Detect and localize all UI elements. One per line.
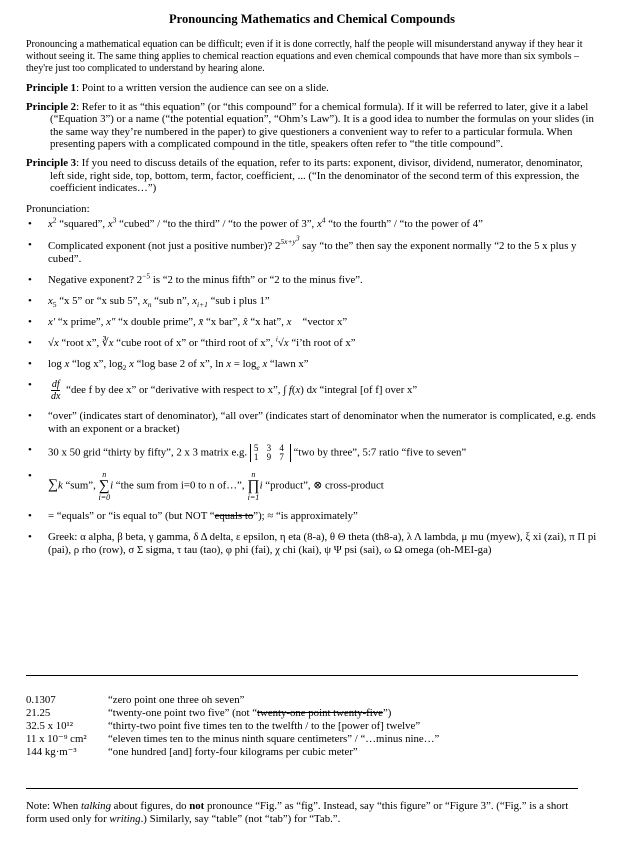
- list-item-greek: • Greek: α alpha, β beta, γ gamma, δ Δ delta, ε epsilon, η eta (8-a), θ Θ theta (th8-a), λ Λ lambda, μ mu (myew), ξ xi (zai), π Π pi (pai), ρ rho (row), σ Σ sigma, τ tau (tao), φ phi (fai), χ chi (kai), ψ Ψ psi (sai), ω Ω omega (oh-MEI-ga): [26, 531, 598, 557]
- pronunciation-heading: Pronunciation:: [26, 202, 90, 215]
- list-item-powers: • $x^2$ “squared”, $x^3$ “cubed” / “to the third” / “to the power of 3”, $x^4$ “to the fourth” / “to the power of 4”: [26, 218, 598, 231]
- page-title: Pronouncing Mathematics and Chemical Compounds: [169, 12, 455, 26]
- document-page: [26, 12, 598, 565]
- list-item-subscripts: • $x_5$ “x 5” or “x sub 5”, $x_n$ “sub n”, $x_{i+1}$ “sub i plus 1”: [26, 295, 598, 308]
- product-symbol: n ∏ i=1: [247, 469, 260, 502]
- derivative-fraction: • $\frac{df}{dx}$: [51, 378, 61, 402]
- principle-2: Principle 2: Refer to it as “this equation” (or “this compound” for a chemical formula). If it will be referred to later, give it a label (“Equation 3”) or a name (“the potential equation”, “Ohm’s Law”). It is a good idea to number the formulas on your slides (in the same way they’re numbered in the paper) to give questioners a convenient way to refer to a particular formula. When presenting papers with a complicated compound in the title, speakers often refer to “the title compound”.: [26, 100, 594, 151]
- list-item-derivative: • $\frac{df}{dx}$ “dee f by dee x” or “derivative with respect to x”, ∫ f(x) dx “integral [of f] over x”: [26, 379, 598, 402]
- list-item-logs: • log x “log x”, $\log_2 x$ “log base 2 of x”, $\ln x = \log_e x$ “lawn x”: [26, 358, 598, 371]
- list-item-complicated-exponent: • Complicated exponent (not just a positive number)? $2^{5x+y^3}$ say “to the” then say the exponent normally “2 to the 5 x plus y cubed”.: [26, 239, 598, 266]
- pronunciation-list: [26, 215, 598, 557]
- matrix-example: 5 3 4 1 9 7: [250, 444, 291, 462]
- list-item-primes: • x′ “x prime”, x″ “x double prime”, x̄ “x bar”, x̂ “x hat”, x⃗ “vector x”: [26, 316, 598, 329]
- list-item-sums: • ∑k “sum”, n ∑ i=0 i “the sum from i=0 to n of…”, n ∏ i=1 i “product”, ⊗ cross-product: [26, 470, 598, 502]
- list-item-negative-exponent: • Negative exponent? $2^{-5}$ is “2 to the minus fifth” or “2 to the minus five”.: [26, 274, 598, 287]
- table-row: 11 x 10⁻⁹ cm² “eleven times ten to the minus ninth square centimeters” / “…minus nine…”: [26, 733, 440, 745]
- number-readings-table: [26, 694, 439, 759]
- table-row: 144 kg·m⁻³ “one hundred [and] forty-four kilograms per cubic meter”: [26, 746, 358, 758]
- table-row: 32.5 x 10¹² “thirty-two point five times ten to the twelfth / to the [power of] twelve”: [26, 720, 421, 732]
- principle-3: Principle 3: If you need to discuss details of the equation, refer to its parts: exponent, divisor, dividend, numerator, denominator, left side, right side, top, bottom, term, factor, coefficient, ... (“In the denominator of the second term of this expression, the coefficient indicates…”): [26, 156, 583, 195]
- table-row: 0.1307 “zero point one three oh seven”: [26, 694, 245, 706]
- list-item-roots: • √x “root x”, ∛x “cube root of x” or “third root of x”, $^i$√x “i’th root of x”: [26, 337, 598, 350]
- principle-1: Principle 1: Point to a written version the audience can see on a slide.: [26, 82, 329, 94]
- divider-top: [26, 675, 578, 676]
- table-row: 21.25 “twenty-one point two five” (not “twenty-one point twenty-five”): [26, 707, 392, 719]
- footnote: Note: When talking about figures, do not pronounce “Fig.” as “fig”. Instead, say “this figure” or “Figure 3”. (“Fig.” is a short form used only for writing.) Similarly, say “table” (not “tab”) for “Tab.”.: [26, 800, 569, 825]
- divider-bottom: [26, 788, 578, 789]
- list-item-over: • “over” (indicates start of denominator), “all over” (indicates start of denominator when the numerator is complicated, e.g. ends with an exponent or a bracket): [26, 410, 598, 436]
- list-item-equals: • = “equals” or “is equal to” (but NOT “equals to”); ≈ “is approximately”: [26, 510, 598, 523]
- sum-symbol: n ∑ i=0: [98, 469, 111, 502]
- list-item-matrix: • 30 x 50 grid “thirty by fifty”, 2 x 3 matrix e.g. 5 3 4 1 9 7 “two by three”, 5:7 ratio “five to seven”: [26, 444, 598, 462]
- intro-paragraph: Pronouncing a mathematical equation can be difficult; even if it is done correctly, half the people will misunderstand anyway if they hear it without seeing it. The same thing applies to chemical reaction equations and even chemical compounds that have more than six symbols – they're just too complicated to understand by hearing alone.: [26, 39, 583, 74]
